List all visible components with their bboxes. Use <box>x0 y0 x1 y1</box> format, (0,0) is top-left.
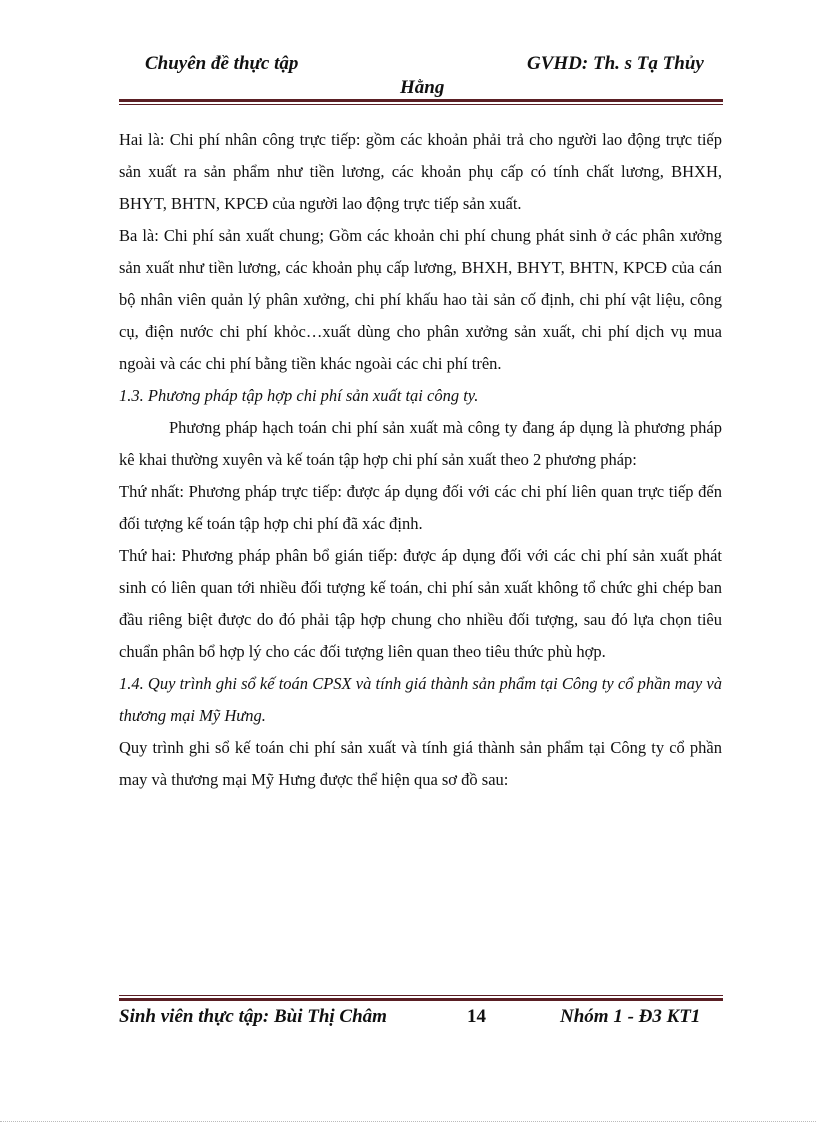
paragraph-process-intro: Quy trình ghi sổ kế toán chi phí sản xuất và tính giá thành sản phẩm tại Công ty cổ phần may và thương mại Mỹ Hưng được thể hiện qua sơ đồ sau: <box>119 738 722 789</box>
header-advisor: GVHD: Th. s Tạ Thủy <box>527 53 704 74</box>
footer-group: Nhóm 1 - Đ3 KT1 <box>560 1006 701 1027</box>
section-heading-1-4: 1.4. Quy trình ghi sổ kế toán CPSX và tính giá thành sản phẩm tại Công ty cổ phần may và thương mại Mỹ Hưng. <box>119 674 722 725</box>
section-heading-1-3: 1.3. Phương pháp tập hợp chi phí sản xuất tại công ty. <box>119 386 479 405</box>
paragraph-overhead: Ba là: Chi phí sản xuất chung; Gồm các khoản chi phí chung phát sinh ở các phân xưởng sản xuất như tiền lương, các khoản phụ cấp lương, BHXH, BHYT, BHTN, KPCĐ của cán bộ nhân viên quản lý phân xưởng, chi phí khấu hao tài sản cố định, chi phí vật liệu, công cụ, điện nước chi phí khỏc…xuất dùng cho phân xưởng sản xuất, chi phí dịch vụ mua ngoài và các chi phí bằng tiền khác ngoài các chi phí trên. <box>119 226 722 373</box>
paragraph-method-intro: Phương pháp hạch toán chi phí sản xuất mà công ty đang áp dụng là phương pháp kê khai thường xuyên và kế toán tập hợp chi phí sản xuất theo 2 phương pháp: <box>119 418 722 469</box>
page-number: 14 <box>467 1006 486 1027</box>
paragraph-method-first: Thứ nhất: Phương pháp trực tiếp: được áp dụng đối với các chi phí liên quan trực tiếp đến đối tượng kế toán tập hợp chi phí đã xác định. <box>119 482 722 533</box>
body-text <box>119 124 722 796</box>
header-title: Chuyên đề thực tập <box>145 53 299 74</box>
footer-student: Sinh viên thực tập: Bùi Thị Châm <box>119 1006 387 1027</box>
page-edge-divider <box>0 1121 816 1122</box>
header-advisor-continued: Hằng <box>400 77 445 98</box>
paragraph-direct-labor: Hai là: Chi phí nhân công trực tiếp: gồm các khoản phải trả cho người lao động trực tiếp sản xuất ra sản phẩm như tiền lương, các khoản phụ cấp có tính chất lương, BHXH, BHYT, BHTN, KPCĐ của người lao động trực tiếp sản xuất. <box>119 130 722 213</box>
paragraph-method-second: Thứ hai: Phương pháp phân bổ gián tiếp: được áp dụng đối với các chi phí sản xuất phát sinh có liên quan tới nhiều đối tượng kế toán, chi phí sản xuất không tổ chức ghi chép ban đầu riêng biệt được do đó phải tập hợp chung cho nhiều đối tượng, sau đó lựa chọn tiêu chuẩn phân bổ hợp lý cho các đối tượng liên quan theo tiêu thức phù hợp. <box>119 546 722 661</box>
footer-rule <box>119 995 723 1001</box>
header-rule <box>119 99 723 105</box>
